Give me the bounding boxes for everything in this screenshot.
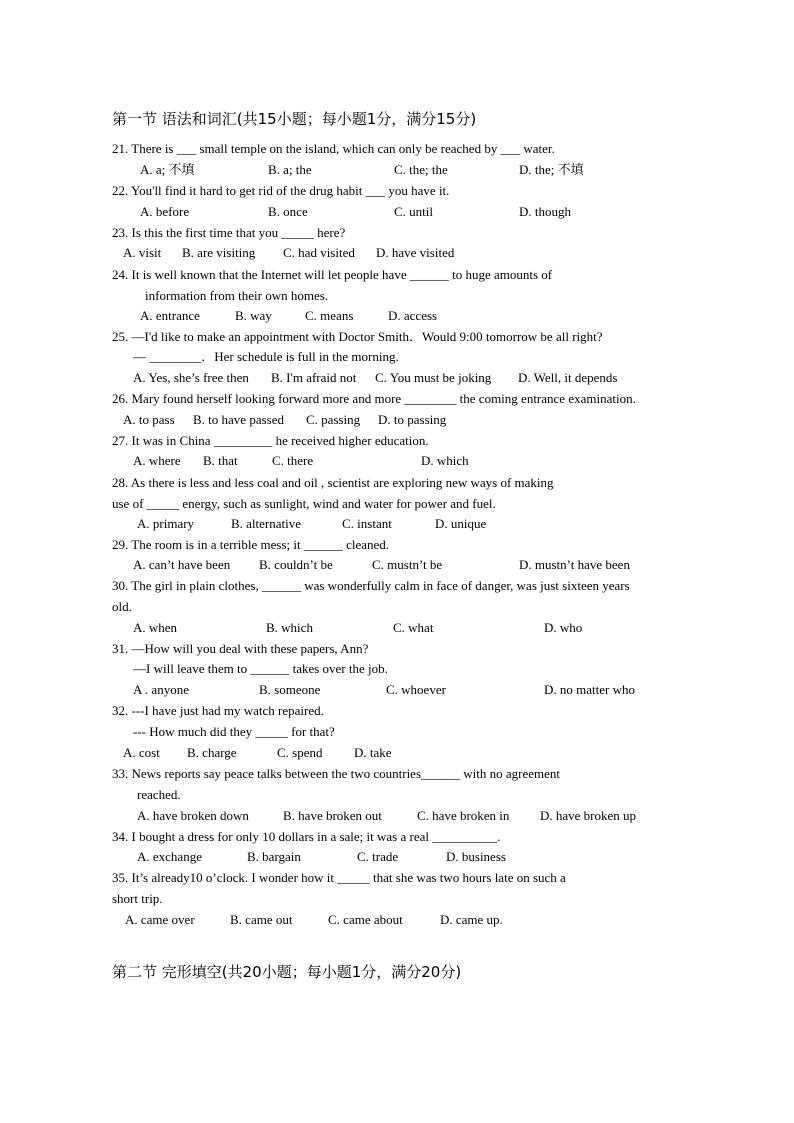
question-29-option-d: D. mustn’t have been <box>519 557 630 572</box>
question-33-option-d: D. have broken up <box>540 808 637 823</box>
question-34-option-b: B. bargain <box>247 849 301 864</box>
question-28-stem-line1: 28. As there is less and less coal and oil , scientist are exploring new ways of making <box>112 475 554 490</box>
question-30-option-a: A. when <box>133 620 178 635</box>
question-23-option-a: A. visit <box>123 245 162 260</box>
question-29-stem: 29. The room is in a terrible mess; it ______ cleaned. <box>112 537 390 552</box>
question-34-stem: 34. I bought a dress for only 10 dollars in a sale; it was a real __________. <box>112 829 501 844</box>
question-24-option-a: A. entrance <box>140 308 200 323</box>
question-34-option-a: A. exchange <box>137 849 202 864</box>
question-30-stem-line2: old. <box>112 599 132 614</box>
question-25-option-d: D. Well, it depends <box>518 370 618 385</box>
question-27-option-c: C. there <box>272 453 314 468</box>
question-22-option-d: D. though <box>519 204 571 219</box>
question-27-option-b: B. that <box>203 453 238 468</box>
question-28-option-d: D. unique <box>435 516 487 531</box>
question-33-stem-line1: 33. News reports say peace talks between the two countries______ with no agreement <box>112 766 561 781</box>
question-24-stem-line2: information from their own homes. <box>145 288 329 303</box>
question-28-stem-line2: use of _____ energy, such as sunlight, wind and water for power and fuel. <box>112 496 496 511</box>
question-32-stem-line1: 32. ---I have just had my watch repaired. <box>112 703 324 718</box>
question-26-option-a: A. to pass <box>123 412 175 427</box>
question-31-option-a: A . anyone <box>133 682 189 697</box>
question-27-option-a: A. where <box>133 453 181 468</box>
question-35-option-b: B. came out <box>230 912 293 927</box>
question-26-stem: 26. Mary found herself looking forward more and more ________ the coming entrance examination. <box>112 391 636 406</box>
question-33-option-a: A. have broken down <box>137 808 249 823</box>
question-35-stem-line1: 35. It’s already10 o’clock. I wonder how it _____ that she was two hours late on such a <box>112 870 566 885</box>
question-32-option-a: A. cost <box>123 745 160 760</box>
question-35-option-c: C. came about <box>328 912 403 927</box>
question-22-option-c: C. until <box>394 204 434 219</box>
question-35-stem-line2: short trip. <box>112 891 163 906</box>
question-21-option-a: A. a; 不填 <box>140 162 195 177</box>
question-24-option-c: C. means <box>305 308 354 323</box>
question-25-stem-line2: — ________．Her schedule is full in the morning. <box>133 349 399 364</box>
section-1-title: 第一节 语法和词汇(共15小题；每小题1分，满分15分) <box>112 110 477 128</box>
question-34-option-c: C. trade <box>357 849 399 864</box>
question-21-option-d: D. the; 不填 <box>519 162 584 177</box>
question-29-option-a: A. can’t have been <box>133 557 231 572</box>
question-25-stem-line1: 25. —I'd like to make an appointment with Doctor Smith．Would 9:00 tomorrow be all right? <box>112 329 603 344</box>
question-21-option-b: B. a; the <box>268 162 312 177</box>
question-33-option-c: C. have broken in <box>417 808 510 823</box>
question-33-option-b: B. have broken out <box>283 808 382 823</box>
question-27-option-d: D. which <box>421 453 469 468</box>
question-24-option-b: B. way <box>235 308 272 323</box>
question-23-option-b: B. are visiting <box>182 245 256 260</box>
question-26-option-b: B. to have passed <box>193 412 284 427</box>
question-32-option-d: D. take <box>354 745 392 760</box>
question-23-stem: 23. Is this the first time that you _____ here? <box>112 225 346 240</box>
question-22-stem: 22. You'll find it hard to get rid of the drug habit ___ you have it. <box>112 183 450 198</box>
question-32-option-b: B. charge <box>187 745 237 760</box>
question-32-stem-line2: --- How much did they _____ for that? <box>133 724 335 739</box>
question-26-option-d: D. to passing <box>378 412 447 427</box>
question-30-stem-line1: 30. The girl in plain clothes, ______ was wonderfully calm in face of danger, was just sixteen years <box>112 578 630 593</box>
question-31-option-d: D. no matter who <box>544 682 635 697</box>
question-22-option-b: B. once <box>268 204 308 219</box>
question-31-stem-line1: 31. —How will you deal with these papers, Ann? <box>112 641 369 656</box>
question-29-option-b: B. couldn’t be <box>259 557 333 572</box>
question-31-option-c: C. whoever <box>386 682 446 697</box>
question-27-stem: 27. It was in China _________ he received higher education. <box>112 433 429 448</box>
question-24-stem-line1: 24. It is well known that the Internet will let people have ______ to huge amounts of <box>112 267 553 282</box>
question-30-option-d: D. who <box>544 620 583 635</box>
question-22-option-a: A. before <box>140 204 190 219</box>
question-31-option-b: B. someone <box>259 682 321 697</box>
question-34-option-d: D. business <box>446 849 506 864</box>
question-25-option-a: A. Yes, she’s free then <box>133 370 249 385</box>
question-30-option-b: B. which <box>266 620 313 635</box>
question-24-option-d: D. access <box>388 308 438 323</box>
question-21-stem: 21. There is ___ small temple on the island, which can only be reached by ___ water. <box>112 141 555 156</box>
question-21-option-c: C. the; the <box>394 162 448 177</box>
question-29-option-c: C. mustn’t be <box>372 557 443 572</box>
section-2-title: 第二节 完形填空(共20小题；每小题1分，满分20分) <box>112 963 462 981</box>
question-28-option-c: C. instant <box>342 516 392 531</box>
question-28-option-a: A. primary <box>137 516 195 531</box>
question-35-option-a: A. came over <box>125 912 195 927</box>
question-23-option-d: D. have visited <box>376 245 455 260</box>
question-32-option-c: C. spend <box>277 745 323 760</box>
question-25-option-b: B. I'm afraid not <box>271 370 357 385</box>
question-33-stem-line2: reached. <box>137 787 181 802</box>
question-28-option-b: B. alternative <box>231 516 302 531</box>
question-35-option-d: D. came up. <box>440 912 503 927</box>
question-23-option-c: C. had visited <box>283 245 355 260</box>
question-30-option-c: C. what <box>393 620 434 635</box>
question-25-option-c: C. You must be joking <box>375 370 492 385</box>
question-31-stem-line2: —I will leave them to ______ takes over the job. <box>133 661 388 676</box>
question-26-option-c: C. passing <box>306 412 361 427</box>
